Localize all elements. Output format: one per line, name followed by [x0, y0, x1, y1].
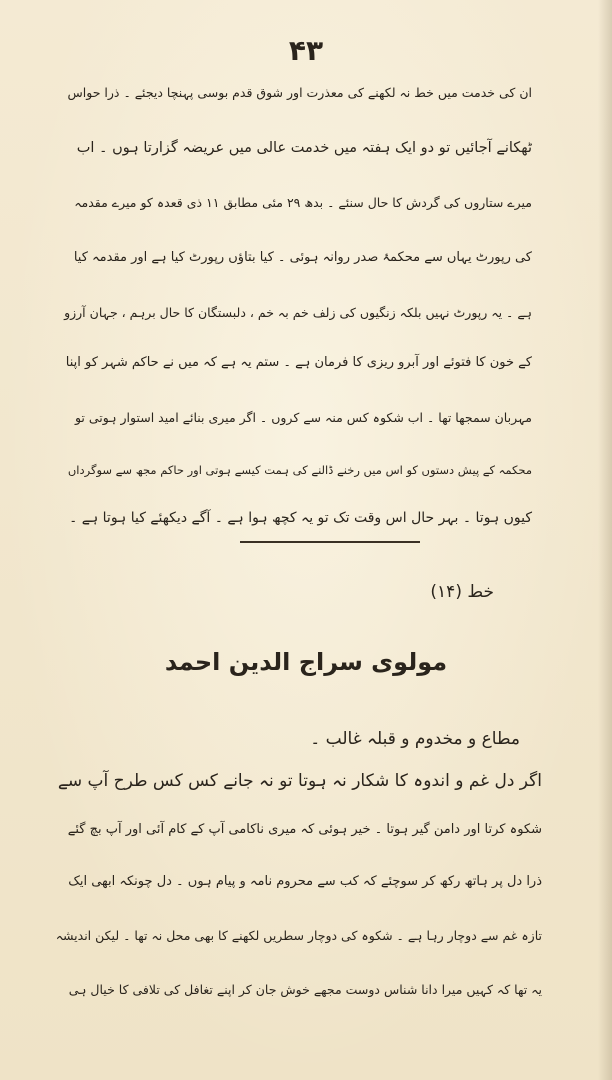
paragraph-1-line: ہے ۔ یہ رپورٹ نہیں بلکہ زنگیوں کی زلف خم بہ خم ، دلبستگان کا حال برہم ، جہان آرزو: [64, 305, 532, 320]
paragraph-1-line: مہربان سمجھا تھا ۔ اب شکوہ کس منہ سے کروں ۔ اگر میری بنائے امید استوار ہوتی تو: [74, 410, 532, 425]
page-edge-shadow: [598, 0, 612, 1080]
paragraph-1-line: کیوں ہوتا ۔ بہر حال اس وقت تک تو یہ کچھ ہوا ہے ۔ آگے دیکھئے کیا ہوتا ہے ۔: [69, 510, 532, 526]
paragraph-2: [56, 770, 542, 1070]
paragraph-2-line: تازہ غم سے دوچار رہا ہے ۔ شکوہ کی دوچار سطریں لکھنے کا بھی محل نہ تھا ۔ لیکن اندیشہ: [55, 928, 542, 943]
paragraph-1-line: ٹھکانے آجائیں تو دو ایک ہفتہ میں خدمت عالی میں عریضہ گزارتا ہوں ۔ اب: [76, 140, 532, 156]
paragraph-1-line: ان کی خدمت میں خط نہ لکھنے کی معذرت اور شوق قدم بوسی پہنچا دیجئے ۔ ذرا حواس: [67, 85, 532, 100]
paragraph-2-line: شکوہ کرتا اور دامن گیر ہوتا ۔ خیر ہوئی کہ میری ناکامی آپ کے کام آئی اور آپ بچ گئے: [67, 822, 542, 837]
letter-salutation: مطاع و مخدوم و قبلہ غالب ۔: [310, 729, 520, 749]
paragraph-2-line: اگر دل غم و اندوہ کا شکار نہ ہوتا تو نہ جانے کس کس طرح آپ سے: [57, 771, 542, 791]
paragraph-1-line: کے خون کا فتوئے اور آبرو ریزی کا فرمان ہے ۔ ستم یہ ہے کہ میں نے حاکم شہر کو اپنا: [65, 355, 532, 370]
paragraph-1-line: کی رپورٹ یہاں سے محکمۂ صدر روانہ ہوئی ۔ کیا بتاؤں رپورٹ کیا ہے اور مقدمہ کیا: [73, 250, 532, 265]
paragraph-1: [62, 85, 532, 525]
paragraph-1-line: محکمہ کے پیش دستوں کو اس میں رخنے ڈالنے کی ہمت کیسے ہوتی اور حاکم مجھ سے سوگرداں: [67, 463, 532, 477]
letter-number-label: خط (۱۴): [430, 582, 494, 602]
paragraph-2-line: یہ تھا کہ کہیں میرا دانا شناس دوست مجھے خوش جان کر اپنے تغافل کی تلافی کا خیال ہی: [68, 982, 542, 997]
section-divider: [240, 541, 420, 543]
paragraph-2-line: ذرا دل پر ہاتھ رکھ کر سوچئے کہ کب سے محروم نامہ و پیام ہوں ۔ دل چونکہ ابھی ایک: [68, 874, 542, 889]
letter-recipient-title: مولوی سراج الدین احمد: [164, 648, 448, 676]
page-number: ۴۳: [288, 34, 324, 67]
paragraph-1-line: میرے ستاروں کی گردش کا حال سنئے ۔ بدھ ۲۹ مئی مطابق ۱۱ ذی قعدہ کو میرے مقدمہ: [74, 195, 532, 210]
